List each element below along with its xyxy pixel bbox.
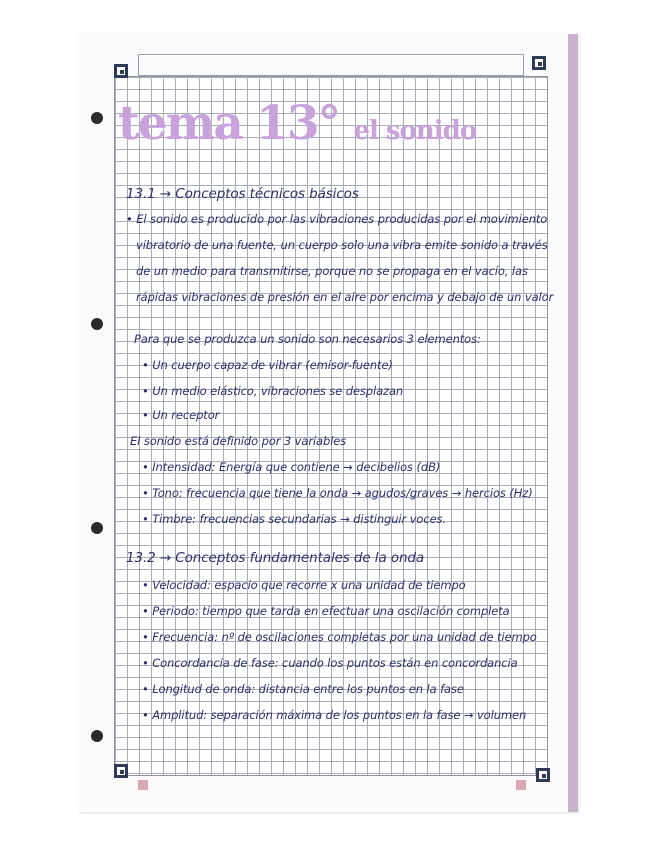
corner-mark-bottom-right-icon (536, 768, 550, 782)
binder-hole-icon (91, 730, 103, 742)
concept-item: • Concordancia de fase: cuando los puntos están en concordancia (142, 656, 518, 670)
paragraph-line: vibratorio de una fuente, un cuerpo solo una vibra emite sonido a través (136, 238, 548, 252)
binder-hole-icon (91, 522, 103, 534)
variables-intro: El sonido está definido por 3 variables (130, 434, 347, 448)
section-1-heading: 13.1 → Conceptos técnicos básicos (126, 186, 359, 202)
element-item: • Un receptor (142, 408, 220, 422)
variable-item: • Timbre: frecuencias secundarias → distinguir voces. (142, 512, 446, 526)
elements-intro: Para que se produzca un sonido son necesarios 3 elementos: (134, 332, 481, 346)
corner-mark-top-right-icon (532, 56, 546, 70)
concept-item: • Periodo: tiempo que tarda en efectuar una oscilación completa (142, 604, 510, 618)
corner-mark-bottom-left-icon (114, 764, 128, 778)
title-main: tema 13° (118, 96, 340, 151)
concept-item: • Amplitud: separación máxima de los puntos en la fase → volumen (142, 708, 527, 722)
footer-mark-left (138, 780, 148, 790)
paragraph-line: de un medio para transmitirse, porque no se propaga en el vacío, las (136, 264, 528, 278)
concept-item: • Velocidad: espacio que recorre x una unidad de tiempo (142, 578, 466, 592)
element-item: • Un medio elástico, vibraciones se desplazan (142, 384, 404, 398)
header-box (138, 54, 524, 76)
paragraph-line: rápidas vibraciones de presión en el aire por encima y debajo de un valor (136, 290, 554, 304)
binder-hole-icon (91, 318, 103, 330)
paragraph-line: • El sonido es producido por las vibraciones producidas por el movimiento (126, 212, 548, 226)
binder-hole-icon (91, 112, 103, 124)
title-tail: el sonido (353, 116, 477, 146)
section-2-heading: 13.2 → Conceptos fundamentales de la onda (126, 550, 425, 566)
variable-item: • Intensidad: Energía que contiene → decibelios (dB) (142, 460, 441, 474)
element-item: • Un cuerpo capaz de vibrar (emisor-fuente) (142, 358, 393, 372)
concept-item: • Frecuencia: nº de oscilaciones completas por una unidad de tiempo (142, 630, 537, 644)
variable-item: • Tono: frecuencia que tiene la onda → agudos/graves → hercios (Hz) (142, 486, 533, 500)
footer-mark-right (516, 780, 526, 790)
concept-item: • Longitud de onda: distancia entre los puntos en la fase (142, 682, 464, 696)
page-title (118, 96, 476, 151)
corner-mark-top-left-icon (114, 64, 128, 78)
grid-area (114, 76, 548, 776)
page-margin-strip (568, 34, 578, 812)
